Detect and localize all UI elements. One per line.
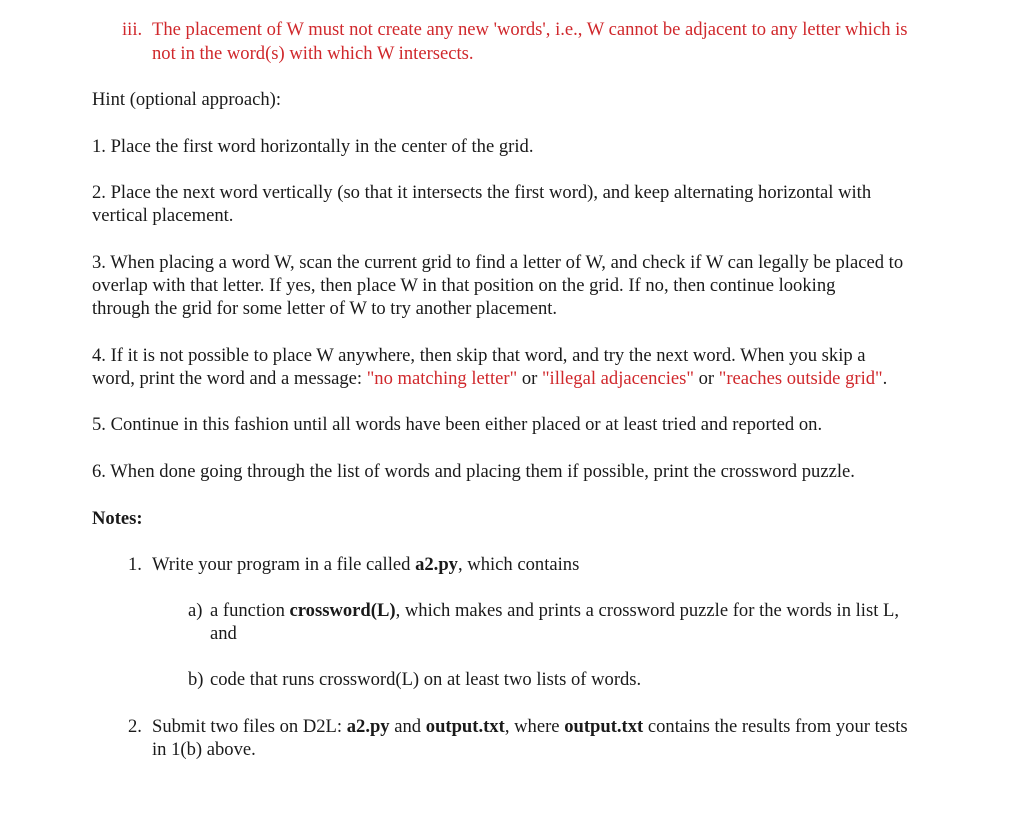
step-2-line2: vertical placement.: [92, 205, 234, 226]
note-2-suffix: contains the results from your tests: [643, 716, 908, 737]
note-a-marker: a): [188, 600, 203, 621]
step-4-or-1: or: [517, 368, 542, 389]
step-4-line1: 4. If it is not possible to place W anywhere, then skip that word, and try the next word. When you skip a: [92, 345, 866, 366]
step-6: 6. When done going through the list of words and placing them if possible, print the crossword puzzle.: [92, 461, 855, 482]
step-4-or-2: or: [693, 368, 719, 389]
note-a-line1: [210, 599, 899, 622]
note-2-file-a2py: a2.py: [346, 716, 390, 737]
note-2-line2: in 1(b) above.: [152, 739, 256, 760]
note-b-marker: b): [188, 669, 204, 690]
note-1-filename: a2.py: [415, 554, 458, 575]
note-b-text: code that runs crossword(L) on at least two lists of words.: [210, 669, 642, 690]
rule-iii-line1: The placement of W must not create any new 'words', i.e., W cannot be adjacent to any letter which is: [152, 19, 908, 40]
rule-iii-line2: not in the word(s) with which W intersects.: [152, 43, 474, 64]
hint-heading: Hint (optional approach):: [92, 89, 281, 110]
note-2-file-output-ref: output.txt: [564, 716, 644, 737]
step-4-line2-prefix: word, print the word and a message:: [92, 368, 367, 389]
step-4-line2: [92, 367, 887, 390]
note-a-suffix: , which makes and prints a crossword puzzle for the words in list L,: [395, 600, 900, 621]
step-4: [92, 344, 887, 390]
step-4-period: .: [882, 368, 888, 389]
step-2: [92, 181, 871, 227]
note-2-and: and: [389, 716, 426, 737]
message-reaches-outside-grid: "reaches outside grid": [718, 368, 883, 389]
message-no-matching-letter: "no matching letter": [366, 368, 518, 389]
note-b: [188, 668, 988, 692]
step-3: [92, 251, 903, 320]
message-illegal-adjacencies: "illegal adjacencies": [541, 368, 694, 389]
step-2-line1: 2. Place the next word vertically (so that it intersects the first word), and keep alternating horizontal with: [92, 182, 872, 203]
note-2: [128, 715, 998, 763]
note-2-where: , where: [504, 716, 565, 737]
note-2-file-output: output.txt: [425, 716, 505, 737]
step-3-line1: 3. When placing a word W, scan the current grid to find a letter of W, and check if W can legally be placed to: [92, 252, 904, 273]
notes-heading: Notes:: [92, 508, 143, 529]
note-a-prefix: a function: [210, 600, 290, 621]
step-1: 1. Place the first word horizontally in the center of the grid.: [92, 136, 534, 157]
note-2-prefix: Submit two files on D2L:: [152, 716, 347, 737]
note-2-line1: [152, 715, 908, 738]
rule-iii-marker: iii.: [122, 19, 143, 40]
note-1-prefix: Write your program in a file called: [152, 554, 416, 575]
note-1-marker: 1.: [128, 554, 142, 575]
note-a-function: crossword(L): [289, 600, 396, 621]
step-3-line3: through the grid for some letter of W to try another placement.: [92, 298, 558, 319]
note-a-line2: and: [210, 623, 237, 644]
note-2-marker: 2.: [128, 716, 142, 737]
note-a: [188, 599, 988, 647]
step-5: 5. Continue in this fashion until all words have been either placed or at least tried and reported on.: [92, 414, 823, 435]
note-1-suffix: , which contains: [457, 554, 580, 575]
note-1-text: [152, 553, 579, 576]
note-1: [128, 553, 998, 577]
step-3-line2: overlap with that letter. If yes, then place W in that position on the grid. If no, then continue looking: [92, 275, 836, 296]
